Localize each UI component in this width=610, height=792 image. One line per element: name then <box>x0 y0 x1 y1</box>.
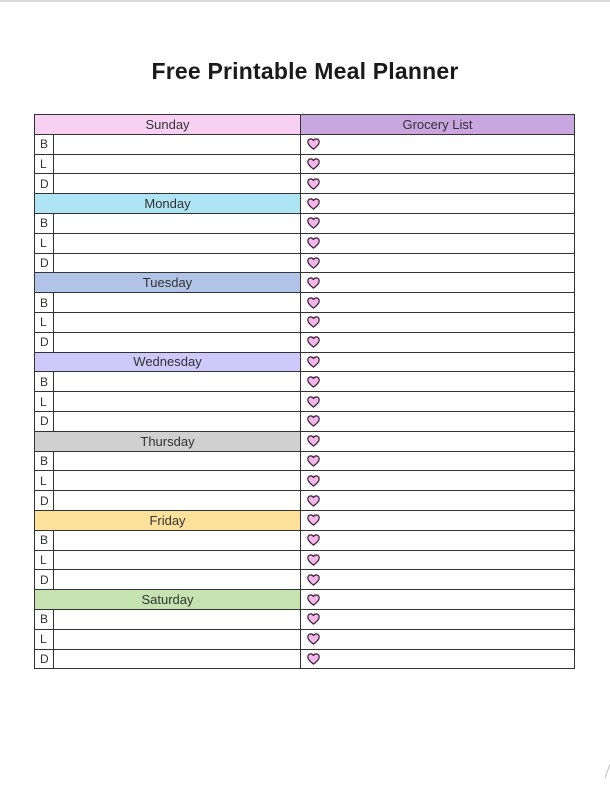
grocery-item-row[interactable] <box>301 371 575 392</box>
meal-letter: B <box>35 135 54 154</box>
heart-icon <box>306 652 320 665</box>
grocery-item-row[interactable] <box>301 550 575 571</box>
grocery-item-row[interactable] <box>301 589 575 610</box>
heart-icon <box>306 534 320 547</box>
meal-letter: B <box>35 610 54 629</box>
heart-icon <box>306 553 320 566</box>
meal-row[interactable] <box>34 649 301 670</box>
heart-icon <box>306 633 320 646</box>
grocery-item-row[interactable] <box>301 173 575 194</box>
meal-letter: D <box>35 333 54 352</box>
grocery-item-row[interactable] <box>301 431 575 452</box>
meal-letter: D <box>35 254 54 273</box>
grocery-item-row[interactable] <box>301 193 575 214</box>
meal-letter: L <box>35 630 54 649</box>
meal-row[interactable] <box>34 629 301 650</box>
day-header-monday: Monday <box>34 193 301 214</box>
heart-icon <box>306 237 320 250</box>
meal-letter: L <box>35 313 54 332</box>
grocery-item-row[interactable] <box>301 411 575 432</box>
meal-row[interactable] <box>34 292 301 313</box>
grocery-item-row[interactable] <box>301 451 575 472</box>
heart-icon <box>306 454 320 467</box>
day-header-saturday: Saturday <box>34 589 301 610</box>
heart-icon <box>306 138 320 151</box>
page-top-rule <box>0 0 610 2</box>
meal-row[interactable] <box>34 411 301 432</box>
heart-icon <box>306 435 320 448</box>
meal-row[interactable] <box>34 134 301 155</box>
heart-icon <box>306 375 320 388</box>
corner-mark <box>598 764 610 778</box>
grocery-item-row[interactable] <box>301 490 575 511</box>
heart-icon <box>306 613 320 626</box>
day-header-thursday: Thursday <box>34 431 301 452</box>
heart-icon <box>306 514 320 527</box>
heart-icon <box>306 573 320 586</box>
grocery-item-row[interactable] <box>301 530 575 551</box>
heart-icon <box>306 217 320 230</box>
meal-row[interactable] <box>34 569 301 590</box>
grocery-item-row[interactable] <box>301 649 575 670</box>
meal-row[interactable] <box>34 332 301 353</box>
grocery-item-row[interactable] <box>301 233 575 254</box>
meal-letter: D <box>35 174 54 193</box>
meal-letter: L <box>35 234 54 253</box>
day-header-friday: Friday <box>34 510 301 531</box>
meal-planner-table <box>34 114 575 669</box>
meal-row[interactable] <box>34 213 301 234</box>
meal-letter: D <box>35 650 54 669</box>
heart-icon <box>306 336 320 349</box>
meal-row[interactable] <box>34 154 301 175</box>
meal-row[interactable] <box>34 371 301 392</box>
grocery-item-row[interactable] <box>301 292 575 313</box>
meal-letter: L <box>35 155 54 174</box>
meal-letter: D <box>35 570 54 589</box>
meal-letter: B <box>35 214 54 233</box>
meal-row[interactable] <box>34 312 301 333</box>
meal-row[interactable] <box>34 253 301 274</box>
grocery-item-row[interactable] <box>301 609 575 630</box>
heart-icon <box>306 355 320 368</box>
heart-icon <box>306 395 320 408</box>
meal-letter: B <box>35 531 54 550</box>
heart-icon <box>306 296 320 309</box>
grocery-item-row[interactable] <box>301 510 575 531</box>
grocery-item-row[interactable] <box>301 629 575 650</box>
grocery-list-header: Grocery List <box>301 114 575 135</box>
meal-row[interactable] <box>34 233 301 254</box>
heart-icon <box>306 316 320 329</box>
heart-icon <box>306 197 320 210</box>
heart-icon <box>306 593 320 606</box>
day-header-sunday: Sunday <box>34 114 301 135</box>
meal-letter: B <box>35 372 54 391</box>
grocery-item-row[interactable] <box>301 253 575 274</box>
grocery-item-row[interactable] <box>301 134 575 155</box>
meal-letter: D <box>35 491 54 510</box>
grocery-item-row[interactable] <box>301 213 575 234</box>
meal-row[interactable] <box>34 391 301 412</box>
meal-letter: L <box>35 392 54 411</box>
grocery-item-row[interactable] <box>301 312 575 333</box>
heart-icon <box>306 157 320 170</box>
grocery-item-row[interactable] <box>301 569 575 590</box>
meals-column <box>34 114 301 669</box>
heart-icon <box>306 474 320 487</box>
meal-row[interactable] <box>34 609 301 630</box>
heart-icon <box>306 494 320 507</box>
meal-row[interactable] <box>34 451 301 472</box>
grocery-column <box>301 114 575 669</box>
grocery-item-row[interactable] <box>301 391 575 412</box>
heart-icon <box>306 276 320 289</box>
page-title: Free Printable Meal Planner <box>151 58 459 84</box>
heart-icon <box>306 415 320 428</box>
meal-letter: B <box>35 452 54 471</box>
meal-row[interactable] <box>34 490 301 511</box>
grocery-item-row[interactable] <box>301 332 575 353</box>
meal-letter: L <box>35 551 54 570</box>
grocery-item-row[interactable] <box>301 272 575 293</box>
day-header-wednesday: Wednesday <box>34 352 301 373</box>
meal-letter: B <box>35 293 54 312</box>
grocery-item-row[interactable] <box>301 352 575 373</box>
meal-row[interactable] <box>34 173 301 194</box>
meal-row[interactable] <box>34 470 301 491</box>
meal-row[interactable] <box>34 550 301 571</box>
grocery-item-row[interactable] <box>301 470 575 491</box>
heart-icon <box>306 177 320 190</box>
meal-letter: L <box>35 471 54 490</box>
day-header-tuesday: Tuesday <box>34 272 301 293</box>
grocery-item-row[interactable] <box>301 154 575 175</box>
meal-row[interactable] <box>34 530 301 551</box>
meal-letter: D <box>35 412 54 431</box>
heart-icon <box>306 256 320 269</box>
